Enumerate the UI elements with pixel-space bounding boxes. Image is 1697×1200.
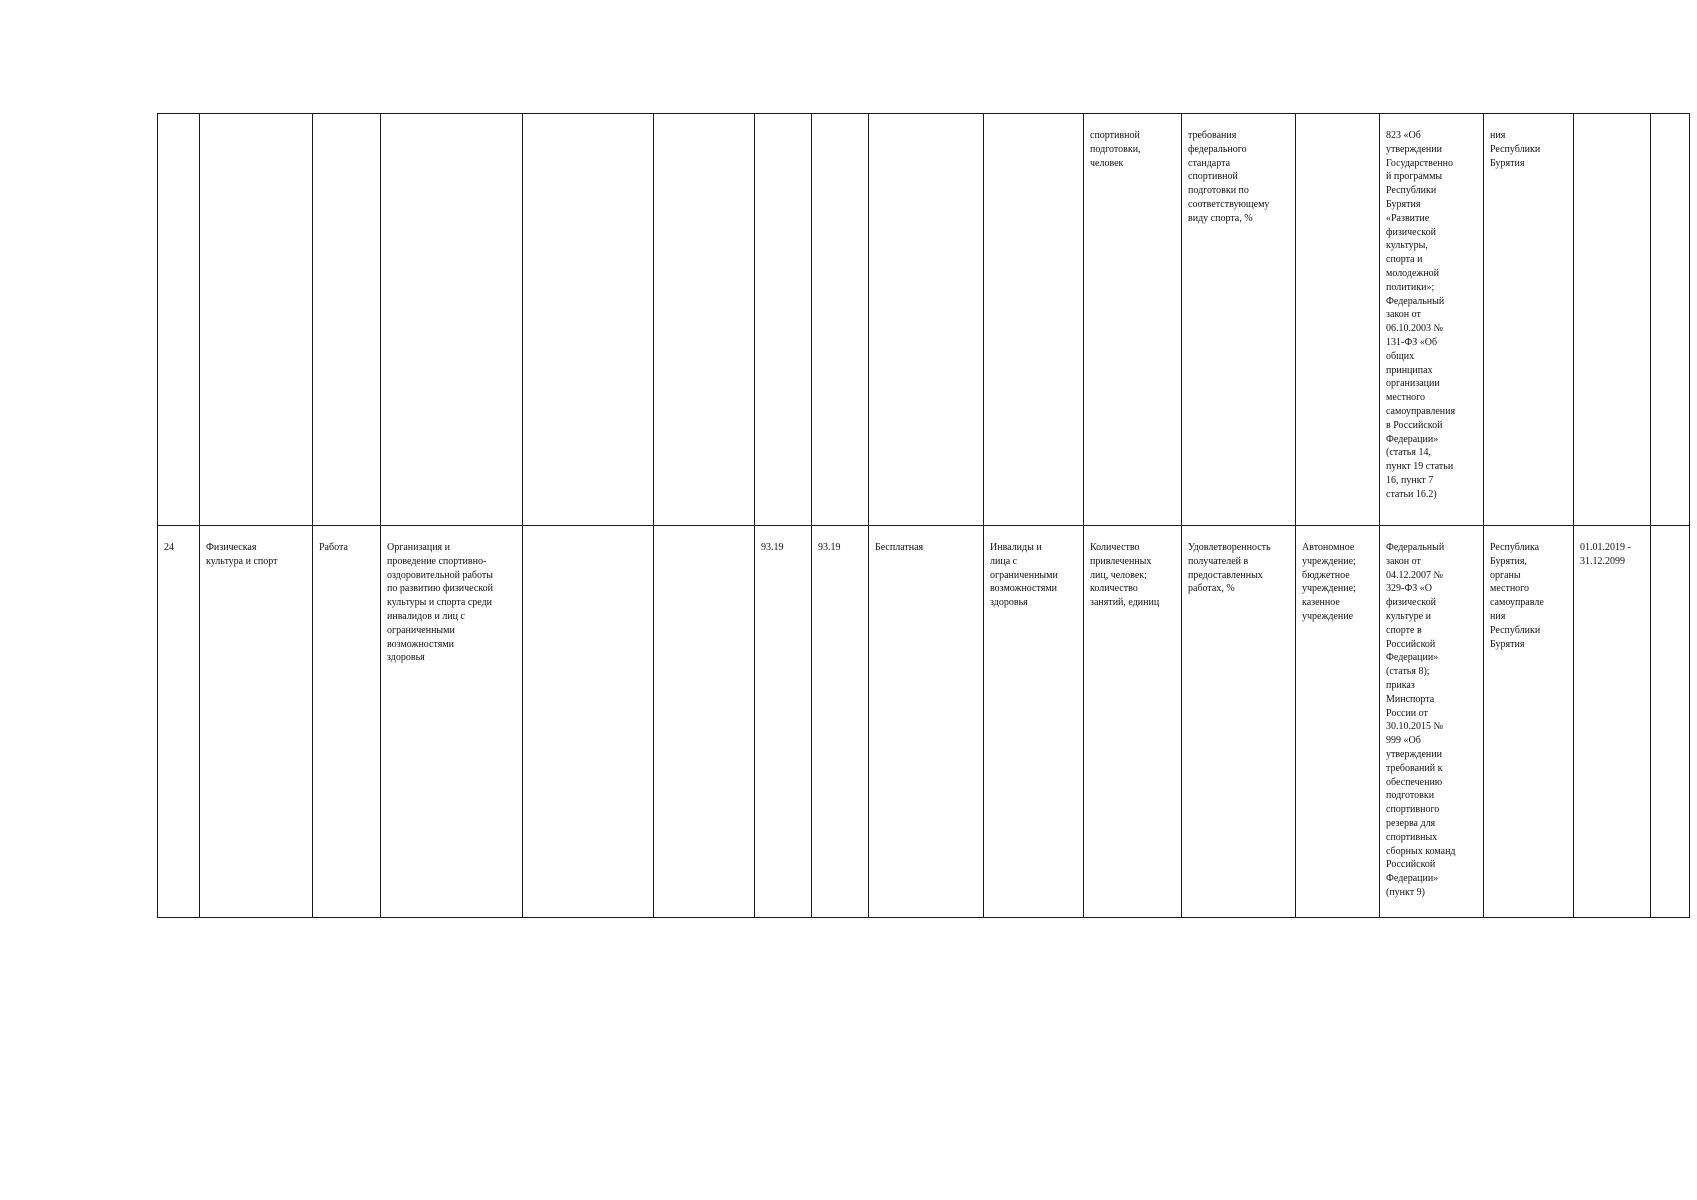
- text-line: органы: [1490, 569, 1521, 581]
- text-line: ния: [1490, 610, 1506, 622]
- text-line: резерва для: [1386, 817, 1436, 829]
- text-line: спорте в: [1386, 624, 1422, 636]
- text-line: утверждении: [1386, 143, 1442, 155]
- text-line: Федеральный: [1386, 295, 1445, 307]
- text-line: 01.01.2019 -: [1580, 542, 1631, 553]
- text-line: лиц, человек;: [1090, 569, 1147, 581]
- institution-type-cell: [1296, 526, 1380, 918]
- text-line: возможностями: [387, 638, 455, 650]
- text-line: учреждение;: [1302, 583, 1356, 595]
- table-row: [158, 114, 1690, 526]
- text-line: физической: [1386, 226, 1436, 238]
- payment-type-cell: Бесплатная: [869, 526, 984, 918]
- empty-cell: [523, 526, 654, 918]
- text-line: самоуправле: [1490, 597, 1544, 609]
- text-line: привлеченных: [1090, 555, 1152, 567]
- text-line: Федерации»: [1386, 873, 1439, 885]
- text-line: ния: [1490, 130, 1506, 141]
- quality-indicator-cell: [1182, 114, 1296, 526]
- service-name-cell: [381, 526, 523, 918]
- text-line: ограниченными: [990, 569, 1058, 581]
- text-line: возможностями: [990, 583, 1058, 595]
- text-line: 329-ФЗ «О: [1386, 583, 1432, 595]
- text-line: спортивной: [1188, 171, 1238, 183]
- text-line: ограниченными: [387, 624, 455, 636]
- text-line: подготовки,: [1090, 143, 1141, 155]
- text-line: обеспечению: [1386, 776, 1443, 788]
- text-line: политики»;: [1386, 281, 1435, 293]
- text-line: лица с: [990, 555, 1018, 567]
- text-line: занятий, единиц: [1090, 597, 1160, 609]
- text-line: Количество: [1090, 542, 1140, 553]
- text-line: требования: [1188, 130, 1237, 141]
- text-line: России от: [1386, 707, 1428, 719]
- text-line: местного: [1386, 392, 1426, 404]
- text-line: Республики: [1386, 185, 1437, 197]
- text-line: (пункт 9): [1386, 886, 1425, 898]
- text-line: культура и спорт: [206, 555, 278, 567]
- text-line: пункт 19 статьи: [1386, 461, 1454, 473]
- text-line: учреждение: [1302, 610, 1354, 622]
- text-line: приказ: [1386, 679, 1415, 691]
- empty-cell: [523, 114, 654, 526]
- text-line: «Развитие: [1386, 212, 1430, 224]
- empty-cell: [654, 526, 755, 918]
- kind-cell: Работа: [313, 526, 381, 918]
- okved-code-cell: 93.19: [812, 526, 869, 918]
- text-line: Инвалиды и: [990, 542, 1042, 553]
- empty-cell: [755, 114, 812, 526]
- text-line: Физическая: [206, 542, 257, 553]
- empty-cell: [1651, 114, 1690, 526]
- text-line: требований к: [1386, 762, 1443, 774]
- text-line: организации: [1386, 378, 1440, 390]
- authority-cell: [1484, 526, 1574, 918]
- text-line: 131-ФЗ «Об: [1386, 336, 1438, 348]
- text-line: работах, %: [1188, 583, 1235, 595]
- text-line: подготовки по: [1188, 185, 1249, 197]
- text-line: общих: [1386, 350, 1415, 362]
- text-line: принципах: [1386, 364, 1433, 376]
- empty-cell: [654, 114, 755, 526]
- text-line: предоставленных: [1188, 569, 1263, 581]
- text-line: 823 «Об: [1386, 130, 1421, 141]
- text-line: закон от: [1386, 309, 1421, 321]
- text-line: 31.12.2099: [1580, 555, 1625, 567]
- empty-cell: [984, 114, 1084, 526]
- text-line: физической: [1386, 597, 1436, 609]
- text-line: учреждение;: [1302, 555, 1356, 567]
- text-line: закон от: [1386, 555, 1421, 567]
- text-line: по развитию физической: [387, 583, 493, 595]
- text-line: виду спорта, %: [1188, 212, 1253, 224]
- text-line: здоровья: [990, 597, 1028, 609]
- period-cell: [1574, 526, 1651, 918]
- text-line: количество: [1090, 583, 1138, 595]
- text-line: получателей в: [1188, 555, 1249, 567]
- text-line: Федеральный: [1386, 542, 1445, 553]
- text-line: утверждении: [1386, 748, 1442, 760]
- text-line: спортивной: [1090, 130, 1140, 141]
- empty-cell: [869, 114, 984, 526]
- text-line: подготовки: [1386, 790, 1435, 802]
- services-register-table: [157, 113, 1690, 918]
- text-line: 04.12.2007 №: [1386, 569, 1444, 581]
- empty-cell: [812, 114, 869, 526]
- empty-cell: [1574, 114, 1651, 526]
- text-line: в Российской: [1386, 419, 1443, 431]
- recipients-cell: [984, 526, 1084, 918]
- empty-cell: [1296, 114, 1380, 526]
- text-line: казенное: [1302, 597, 1340, 609]
- text-line: (статья 14,: [1386, 447, 1431, 459]
- text-line: Российской: [1386, 859, 1436, 871]
- text-line: Республики: [1490, 143, 1541, 155]
- text-line: 06.10.2003 №: [1386, 323, 1444, 335]
- text-line: самоуправления: [1386, 405, 1456, 417]
- text-line: Бурятия: [1386, 198, 1421, 210]
- text-line: соответствующему: [1188, 198, 1270, 210]
- text-line: культуре и: [1386, 610, 1431, 622]
- text-line: Федерации»: [1386, 652, 1439, 664]
- text-line: Бурятия,: [1490, 555, 1527, 567]
- empty-cell: [200, 114, 313, 526]
- volume-indicator-cell: [1084, 114, 1182, 526]
- text-line: оздоровительной работы: [387, 569, 493, 581]
- text-line: Федерации»: [1386, 433, 1439, 445]
- text-line: культуры и спорта среди: [387, 597, 493, 609]
- legal-basis-cell: [1380, 526, 1484, 918]
- document-sheet: [157, 113, 1690, 918]
- text-line: 999 «Об: [1386, 735, 1421, 747]
- text-line: инвалидов и лиц с: [387, 610, 465, 622]
- text-line: Республика: [1490, 542, 1540, 553]
- text-line: Минспорта: [1386, 693, 1435, 705]
- text-line: здоровья: [387, 652, 425, 664]
- text-line: Автономное: [1302, 542, 1355, 553]
- text-line: статьи 16.2): [1386, 488, 1437, 500]
- text-line: й программы: [1386, 171, 1443, 183]
- text-line: Российской: [1386, 638, 1436, 650]
- text-line: Удовлетворенность: [1188, 542, 1271, 553]
- legal-basis-cell: [1380, 114, 1484, 526]
- quality-indicator-cell: [1182, 526, 1296, 918]
- text-line: Организация и: [387, 542, 451, 553]
- row-number-cell: 24: [158, 526, 200, 918]
- empty-cell: [313, 114, 381, 526]
- text-line: человек: [1090, 157, 1124, 169]
- volume-indicator-cell: [1084, 526, 1182, 918]
- text-line: Государственно: [1386, 157, 1453, 169]
- text-line: федерального: [1188, 143, 1247, 155]
- text-line: стандарта: [1188, 157, 1231, 169]
- text-line: бюджетное: [1302, 569, 1350, 581]
- text-line: 16, пункт 7: [1386, 474, 1434, 486]
- text-line: 30.10.2015 №: [1386, 721, 1444, 733]
- empty-cell: [1651, 526, 1690, 918]
- empty-cell: [381, 114, 523, 526]
- text-line: проведение спортивно-: [387, 555, 487, 567]
- empty-cell: [158, 114, 200, 526]
- text-line: культуры,: [1386, 240, 1428, 252]
- table-row: [158, 526, 1690, 918]
- text-line: спорта и: [1386, 254, 1423, 266]
- text-line: Бурятия: [1490, 638, 1525, 650]
- sphere-cell: [200, 526, 313, 918]
- authority-cell: [1484, 114, 1574, 526]
- text-line: (статья 8);: [1386, 666, 1430, 678]
- text-line: Республики: [1490, 624, 1541, 636]
- text-line: молодежной: [1386, 267, 1440, 279]
- text-line: спортивного: [1386, 804, 1440, 816]
- text-line: местного: [1490, 583, 1530, 595]
- text-line: Бурятия: [1490, 157, 1525, 169]
- okved-code-cell: 93.19: [755, 526, 812, 918]
- text-line: сборных команд: [1386, 845, 1456, 857]
- text-line: спортивных: [1386, 831, 1438, 843]
